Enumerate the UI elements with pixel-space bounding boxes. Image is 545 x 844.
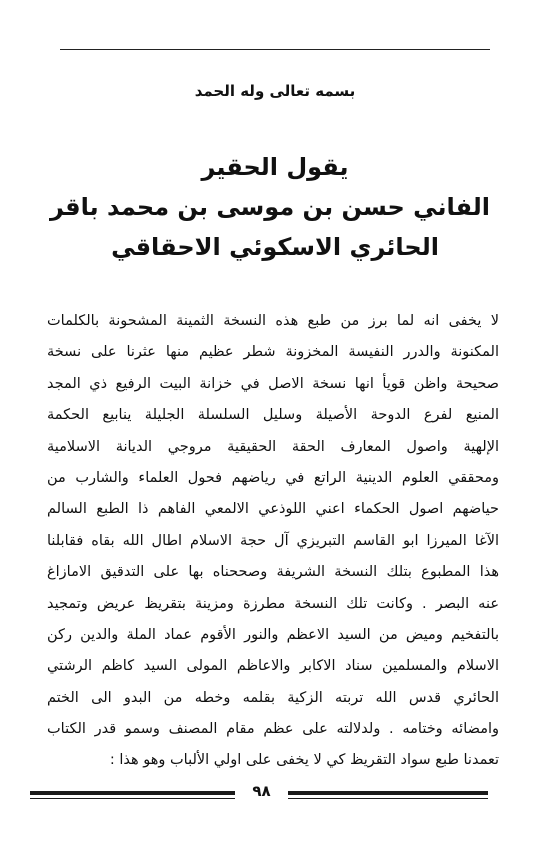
body-line: وامضائه وختامه . ولدلالته على عظم مقام المصنف وسمو قدر الكتاب — [47, 721, 499, 738]
body-line: المنيع لفرع الدوحة الأصيلة وسليل السلسلة الجليلة ينابيع الحكمة — [47, 407, 499, 424]
body-line: حياضهم اصول الحكماء اعني اللوذعي الالمعي الفاهم ذا الطبع السالم — [47, 501, 499, 518]
basmala-heading: بسمه تعالى وله الحمد — [194, 82, 356, 100]
title-block — [49, 147, 490, 267]
footer-rule-left — [30, 791, 235, 795]
page-footer — [30, 783, 490, 799]
title-line: الفاني حسن بن موسى بن محمد باقر — [49, 193, 490, 221]
body-line: ومحققي العلوم الدينية الراتع في رياضهم فحول العلماء والشارب من — [47, 469, 499, 486]
body-line: عنه البصر . وكانت تلك النسخة مطرزة ومزينة بتقريظ عريض وتمجيد — [47, 595, 499, 612]
body-line: الحائري قدس الله تربته الزكية بقلمه وخطه من البدو الى الختم — [47, 689, 499, 706]
body-line: الإلهية واصول المعارف الحقة الحقيقية مروجي الديانة الاسلامية — [47, 438, 499, 455]
body-line: الآغا الميرزا ابو القاسم التبريزي آل حجة الاسلام اطال الله بقاه فقابلنا — [47, 532, 499, 549]
body-line: الاسلام والمسلمين سناد الاكابر والاعاظم المولى السيد كاظم الرشتي — [47, 658, 499, 675]
footer-rule-right — [288, 791, 488, 795]
body-line: بالتفخيم وميض من السيد الاعظم والنور الأقوم عماد الملة والدين ركن — [47, 626, 499, 643]
body-line: صحيحة واظن قويأ انها نسخة الاصل في خزانة البيت الرفيع ذي المجد — [47, 375, 499, 392]
title-line: يقول الحقير — [201, 153, 349, 181]
page-number: ٩٨ — [252, 782, 271, 800]
body-paragraph — [47, 306, 499, 777]
title-line: الحائري الاسكوئي الاحقاقي — [111, 233, 439, 261]
body-line: تعمدنا طبع سواد التقريظ كي لا يخفى على اولي الألباب وهو هذا : — [109, 752, 499, 769]
top-divider — [60, 49, 490, 50]
body-line: المكنونة والدرر النفيسة المخزونة شطر عظيم منها عثرنا على نسخة — [47, 344, 499, 361]
body-line: لا يخفى انه لما برز من طبع هذه النسخة الثمينة المشحونة بالكلمات — [47, 313, 499, 329]
body-line: هذا المطبوع بتلك النسخة الشريفة وصححناه بها على التدقيق الامازاغ — [47, 564, 499, 581]
